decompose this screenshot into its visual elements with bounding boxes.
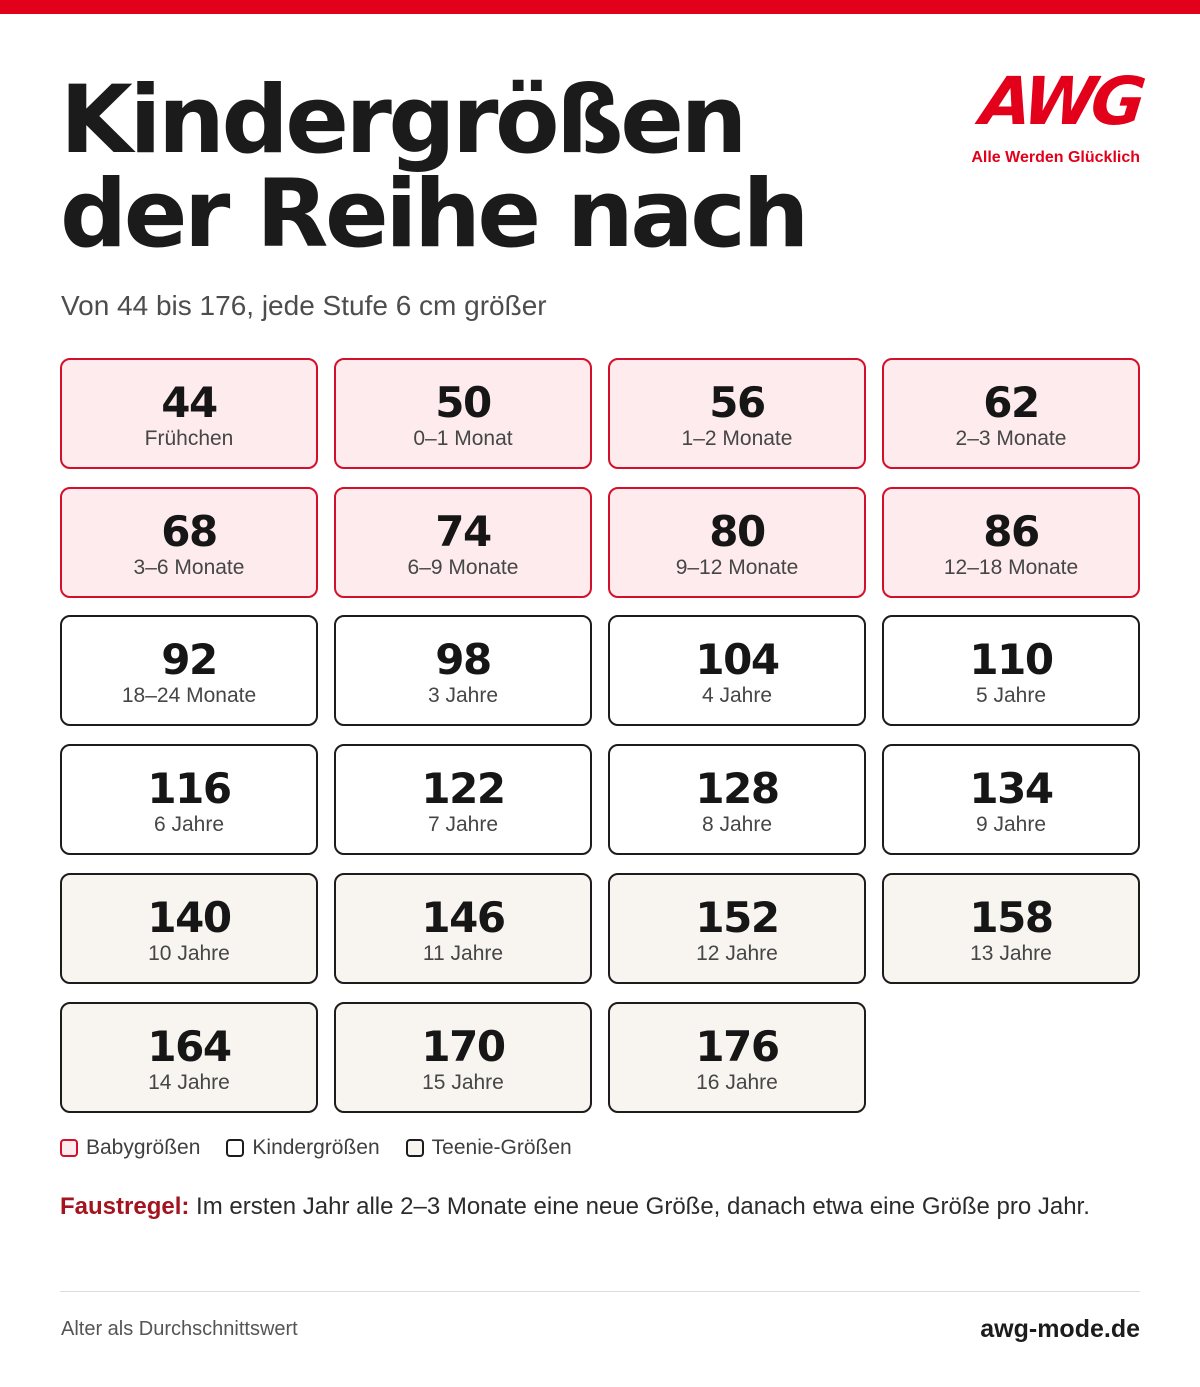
size-card-116 xyxy=(60,744,318,855)
size-age: 12 Jahre xyxy=(696,942,778,965)
size-age: 16 Jahre xyxy=(696,1071,778,1094)
size-value: 68 xyxy=(161,507,217,556)
size-value: 134 xyxy=(969,764,1053,813)
legend-swatch-baby xyxy=(60,1139,78,1157)
size-card-134 xyxy=(882,744,1140,855)
size-card-62 xyxy=(882,358,1140,469)
logo-claim: Alle Werden Glücklich xyxy=(971,149,1140,166)
rule-text: Im ersten Jahr alle 2–3 Monate eine neue Größe, danach etwa eine Größe pro Jahr. xyxy=(196,1193,1090,1220)
size-age: 12–18 Monate xyxy=(943,556,1079,579)
size-age: 2–3 Monate xyxy=(955,427,1067,450)
size-value: 170 xyxy=(421,1022,505,1071)
top-accent-bar xyxy=(0,0,1200,14)
size-value: 128 xyxy=(695,764,779,813)
size-age: 5 Jahre xyxy=(975,684,1047,707)
awg-logo xyxy=(946,63,1145,170)
size-value: 62 xyxy=(983,378,1039,427)
size-age: 8 Jahre xyxy=(701,813,773,836)
size-age: Frühchen xyxy=(144,427,234,450)
size-value: 146 xyxy=(421,893,505,942)
size-age: 11 Jahre xyxy=(422,942,504,965)
size-value: 122 xyxy=(421,764,505,813)
size-card-44 xyxy=(60,358,318,469)
size-age: 3–6 Monate xyxy=(133,556,245,579)
footnote: Alter als Durchschnittswert xyxy=(61,1318,298,1340)
size-grid xyxy=(60,358,1140,1114)
size-age: 3 Jahre xyxy=(427,684,499,707)
legend-item-teen xyxy=(406,1135,572,1161)
legend-item-kids xyxy=(226,1135,379,1161)
size-value: 152 xyxy=(695,893,779,942)
size-card-104 xyxy=(608,615,866,726)
size-age: 6–9 Monate xyxy=(407,556,519,579)
size-card-80 xyxy=(608,487,866,598)
size-value: 98 xyxy=(435,635,491,684)
size-value: 104 xyxy=(695,635,779,684)
size-card-158 xyxy=(882,873,1140,984)
size-age: 13 Jahre xyxy=(970,942,1052,965)
size-card-92 xyxy=(60,615,318,726)
size-value: 56 xyxy=(709,378,765,427)
size-card-176 xyxy=(608,1002,866,1113)
website-link[interactable]: awg-mode.de xyxy=(980,1315,1140,1343)
rule-of-thumb xyxy=(60,1188,1140,1226)
size-age: 1–2 Monate xyxy=(681,427,793,450)
legend-item-baby xyxy=(60,1135,200,1161)
size-value: 92 xyxy=(161,635,217,684)
logo-wordmark: AWG xyxy=(976,63,1145,140)
size-value: 176 xyxy=(695,1022,779,1071)
size-age: 4 Jahre xyxy=(701,684,773,707)
subtitle: Von 44 bis 176, jede Stufe 6 cm größer xyxy=(61,290,547,321)
size-card-128 xyxy=(608,744,866,855)
size-card-68 xyxy=(60,487,318,598)
size-card-140 xyxy=(60,873,318,984)
size-value: 86 xyxy=(983,507,1039,556)
size-card-98 xyxy=(334,615,592,726)
footer-divider xyxy=(60,1291,1140,1292)
size-age: 7 Jahre xyxy=(427,813,499,836)
size-age: 14 Jahre xyxy=(148,1071,230,1094)
size-card-56 xyxy=(608,358,866,469)
size-value: 50 xyxy=(435,378,491,427)
size-age: 0–1 Monat xyxy=(413,427,513,450)
size-card-164 xyxy=(60,1002,318,1113)
size-age: 9–12 Monate xyxy=(675,556,799,579)
legend-label-teen: Teenie-Größen xyxy=(431,1136,572,1159)
size-age: 9 Jahre xyxy=(975,813,1047,836)
page-title xyxy=(60,66,920,269)
legend-label-kids: Kindergrößen xyxy=(252,1136,380,1159)
legend-label-baby: Babygrößen xyxy=(86,1136,201,1159)
rule-label: Faustregel: xyxy=(60,1193,190,1220)
size-card-152 xyxy=(608,873,866,984)
size-card-122 xyxy=(334,744,592,855)
size-age: 18–24 Monate xyxy=(121,684,257,707)
size-card-110 xyxy=(882,615,1140,726)
page-title-line-1: Kindergrößen xyxy=(60,66,744,175)
size-value: 80 xyxy=(709,507,765,556)
size-value: 74 xyxy=(435,507,491,556)
size-card-74 xyxy=(334,487,592,598)
legend xyxy=(60,1134,598,1162)
size-age: 10 Jahre xyxy=(148,942,230,965)
size-value: 158 xyxy=(969,893,1053,942)
size-value: 140 xyxy=(147,893,231,942)
size-value: 164 xyxy=(147,1022,231,1071)
size-age: 15 Jahre xyxy=(422,1071,504,1094)
size-age: 6 Jahre xyxy=(153,813,225,836)
legend-swatch-kids xyxy=(226,1139,244,1157)
size-value: 110 xyxy=(969,635,1053,684)
page-title-line-2: der Reihe nach xyxy=(60,160,806,269)
size-card-50 xyxy=(334,358,592,469)
size-value: 44 xyxy=(161,378,217,427)
size-card-170 xyxy=(334,1002,592,1113)
size-value: 116 xyxy=(147,764,231,813)
size-card-86 xyxy=(882,487,1140,598)
legend-swatch-teen xyxy=(406,1139,424,1157)
size-card-146 xyxy=(334,873,592,984)
